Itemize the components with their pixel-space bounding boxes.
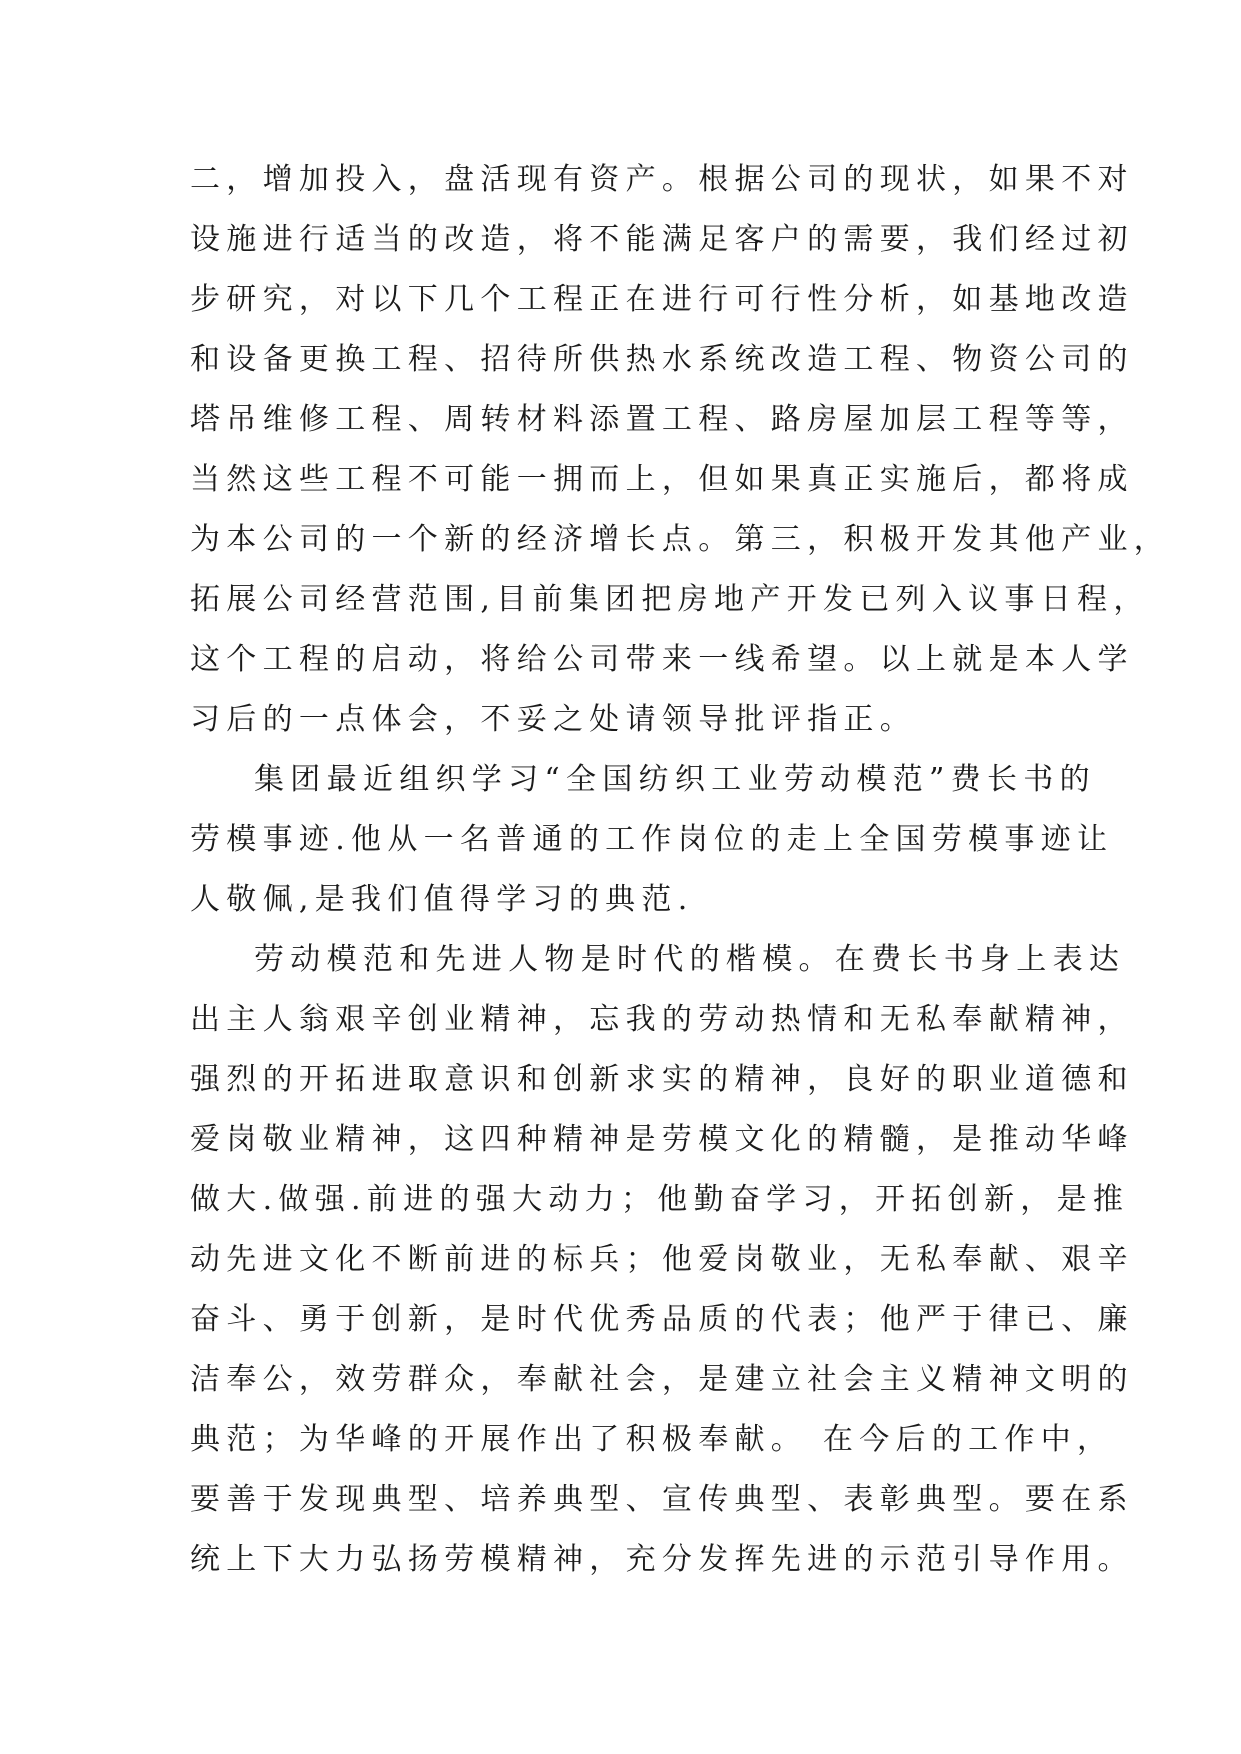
text-line: 要善于发现典型、培养典型、宣传典型、表彰典型。要在系 xyxy=(190,1482,1134,1517)
text-line: 劳模事迹.他从一名普通的工作岗位的走上全国劳模事迹让 xyxy=(190,822,1114,857)
text-line: 典范；为华峰的开展作出了积极奉献。 在今后的工作中， xyxy=(190,1422,1114,1457)
text-line: 二，增加投入，盘活现有资产。根据公司的现状，如果不对 xyxy=(190,162,1134,197)
paragraph-first-line: 集团最近组织学习“全国纺织工业劳动模范”费长书的 xyxy=(254,762,1096,797)
text-line: 动先进文化不断前进的标兵；他爱岗敬业，无私奉献、艰辛 xyxy=(190,1242,1134,1277)
text-line: 出主人翁艰辛创业精神，忘我的劳动热情和无私奉献精神， xyxy=(190,1002,1134,1037)
text-line: 洁奉公，效劳群众，奉献社会，是建立社会主义精神文明的 xyxy=(190,1362,1134,1397)
body-text xyxy=(190,150,1171,1590)
text-line: 统上下大力弘扬劳模精神，充分发挥先进的示范引导作用。 xyxy=(190,1542,1134,1577)
text-line: 这个工程的启动，将给公司带来一线希望。以上就是本人学 xyxy=(190,642,1134,677)
text-line: 人敬佩,是我们值得学习的典范. xyxy=(190,882,694,917)
text-line: 当然这些工程不可能一拥而上，但如果真正实施后，都将成 xyxy=(190,462,1134,497)
text-line: 爱岗敬业精神，这四种精神是劳模文化的精髓，是推动华峰 xyxy=(190,1122,1134,1157)
text-line: 奋斗、勇于创新，是时代优秀品质的代表；他严于律已、廉 xyxy=(190,1302,1134,1337)
text-line: 为本公司的一个新的经济增长点。第三，积极开发其他产业， xyxy=(190,522,1171,557)
text-line: 习后的一点体会，不妥之处请领导批评指正。 xyxy=(190,702,916,737)
paragraph-first-line: 劳动模范和先进人物是时代的楷模。在费长书身上表达 xyxy=(254,942,1126,977)
text-line: 和设备更换工程、招待所供热水系统改造工程、物资公司的 xyxy=(190,342,1134,377)
text-line: 塔吊维修工程、周转材料添置工程、路房屋加层工程等等， xyxy=(190,402,1134,437)
text-line: 做大.做强.前进的强大动力；他勤奋学习，开拓创新，是推 xyxy=(190,1182,1130,1217)
text-line: 强烈的开拓进取意识和创新求实的精神，良好的职业道德和 xyxy=(190,1062,1134,1097)
text-line: 拓展公司经营范围,目前集团把房地产开发已列入议事日程， xyxy=(190,582,1150,617)
text-line: 步研究，对以下几个工程正在进行可行性分析，如基地改造 xyxy=(190,282,1134,317)
text-line: 设施进行适当的改造，将不能满足客户的需要，我们经过初 xyxy=(190,222,1134,257)
